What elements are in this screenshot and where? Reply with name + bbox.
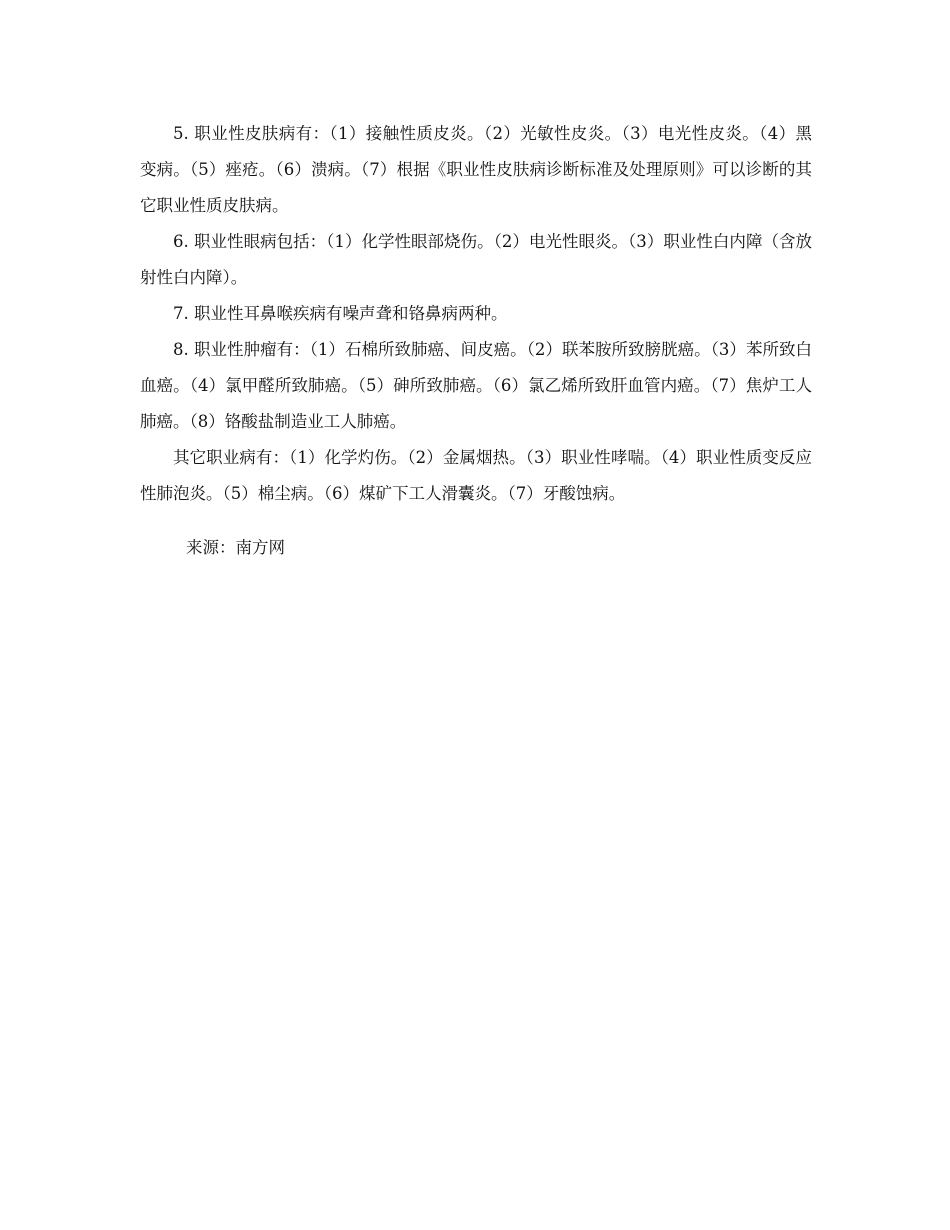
paragraph-ent-disease: 7. 职业性耳鼻喉疾病有噪声聋和铬鼻病两种。 [173,304,508,323]
document-body [140,116,812,566]
paragraph-eye-disease: 6. 职业性眼病包括：（1）化学性眼部烧伤。（2）电光性眼炎。（3）职业性白内障（含放射性白内障）。 [140,232,812,287]
source-credit: 来源：南方网 [186,538,285,557]
paragraph-skin-disease: 5. 职业性皮肤病有：（1）接触性质皮炎。（2）光敏性皮炎。（3）电光性皮炎。（4）黑变病。（5）痤疮。（6）溃病。（7）根据《职业性皮肤病诊断标准及处理原则》可以诊断的其它职业性质皮肤病。 [140,124,812,215]
paragraph-other-diseases: 其它职业病有：（1）化学灼伤。（2）金属烟热。（3）职业性哮喘。（4）职业性质变反应性肺泡炎。（5）棉尘病。（6）煤矿下工人滑囊炎。（7）牙酸蚀病。 [140,448,812,503]
paragraph-tumors: 8. 职业性肿瘤有：（1）石棉所致肺癌、间皮癌。（2）联苯胺所致膀胱癌。（3）苯所致白血癌。（4）氯甲醛所致肺癌。（5）砷所致肺癌。（6）氯乙烯所致肝血管内癌。（7）焦炉工人肺癌。（8）铬酸盐制造业工人肺癌。 [140,340,812,431]
